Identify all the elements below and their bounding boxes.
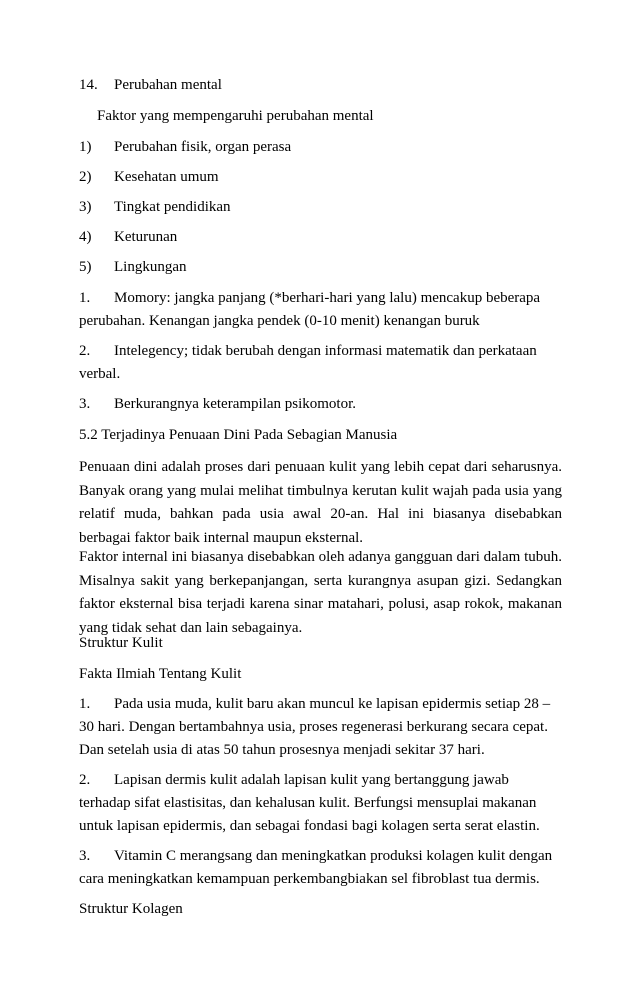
subheading: Struktur Kulit [79,635,163,651]
list-item-line: Dan setelah usia di atas 50 tahun prosesnya menjadi sekitar 37 hari. [79,742,485,758]
heading-number: 14. [79,77,98,93]
list-item-number: 1) [79,139,92,155]
paragraph: Penuaan dini adalah proses dari penuaan kulit yang lebih cepat dari seharusnya. Banyak orang yang mulai melihat timbulnya kerutan kulit wajah pada usia yang relatif muda, bahkan pada usia awal 20-an. Hal ini biasanya disebabkan berbagai faktor baik internal maupun eksternal. [79,459,562,546]
subheading: Struktur Kolagen [79,901,183,917]
factors-title: Faktor yang mempengaruhi perubahan mental [97,108,374,124]
list-item-line: Berkurangnya keterampilan psikomotor. [114,396,357,412]
list-item-line: untuk lapisan epidermis, dan sebagai fondasi bagi kolagen serta serat elastin. [79,818,540,834]
list-item-number: 5) [79,259,92,275]
list-item-line: Vitamin C merangsang dan meningkatkan produksi kolagen kulit dengan [114,848,553,864]
section-title: 5.2 Terjadinya Penuaan Dini Pada Sebagian Manusia [79,427,398,443]
list-item-line: verbal. [79,366,121,382]
list-item-line: cara meningkatkan kemampuan perkembangbiakan sel fibroblast tua dermis. [79,871,540,887]
list-item: Keturunan [114,229,178,245]
heading-title: Perubahan mental [114,77,222,93]
list-item: Lingkungan [114,259,187,275]
paragraph: Faktor internal ini biasanya disebabkan oleh adanya gangguan dari dalam tubuh. Misalnya sakit yang berkepanjangan, serta kurangnya asupan gizi. Sedangkan faktor eksternal bisa terjadi karena sinar matahari, polusi, asap rokok, makanan yang tidak sehat dan lain sebagainya. [79,549,562,636]
list-item-number: 1. [79,696,91,712]
list-item: Kesehatan umum [114,169,219,185]
list-item-number: 4) [79,229,92,245]
list-item-line: terhadap sifat elastisitas, dan kehalusan kulit. Berfungsi mensuplai makanan [79,795,537,811]
subheading: Fakta Ilmiah Tentang Kulit [79,666,242,682]
list-item-number: 2. [79,343,91,359]
list-item-number: 2. [79,772,91,788]
list-item-line: Lapisan dermis kulit adalah lapisan kulit yang bertanggung jawab [114,772,509,788]
list-item-number: 3. [79,396,91,412]
list-item-line: Momory: jangka panjang (*berhari-hari yang lalu) mencakup beberapa [114,290,541,306]
list-item: Tingkat pendidikan [114,199,231,215]
list-item-line: 30 hari. Dengan bertambahnya usia, proses regenerasi berkurang secara cepat. [79,719,548,735]
list-item: Perubahan fisik, organ perasa [114,139,292,155]
list-item-line: Intelegency; tidak berubah dengan informasi matematik dan perkataan [114,343,537,359]
list-item-number: 3) [79,199,92,215]
list-item-number: 3. [79,848,91,864]
list-item-line: perubahan. Kenangan jangka pendek (0-10 menit) kenangan buruk [79,313,480,329]
list-item-number: 2) [79,169,92,185]
list-item-line: Pada usia muda, kulit baru akan muncul ke lapisan epidermis setiap 28 – [114,696,551,712]
list-item-number: 1. [79,290,91,306]
